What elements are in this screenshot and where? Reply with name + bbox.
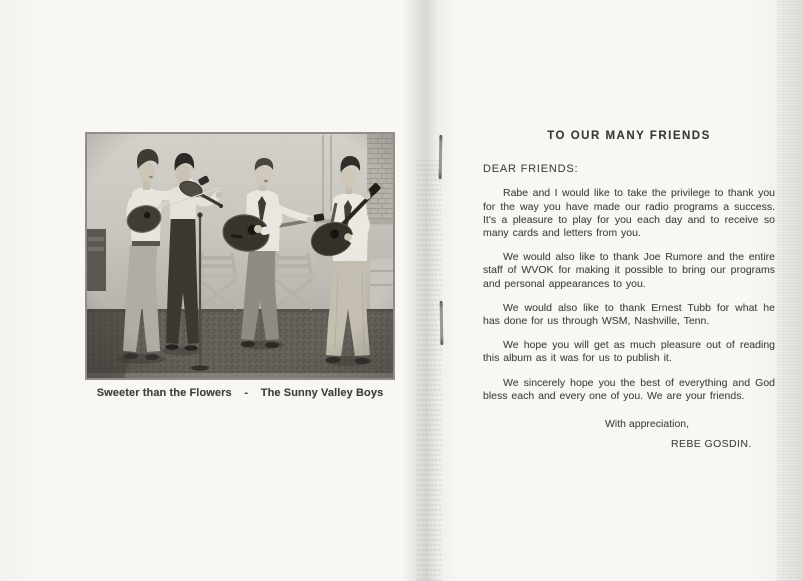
band-photo-illustration <box>86 133 394 379</box>
scan-edge-grain <box>777 0 803 581</box>
letter-paragraph: We hope you will get as much pleasure out of reading this album as it was for us to publish it. <box>483 339 775 365</box>
letter-title: TO OUR MANY FRIENDS <box>547 130 711 142</box>
photo-grain <box>86 133 394 379</box>
letter-paragraph: We would also like to thank Ernest Tubb for what he has done for us through WSM, Nashville, Tenn. <box>483 301 775 328</box>
right-page-letter <box>483 130 775 451</box>
letter-salutation: DEAR FRIENDS: <box>483 163 579 176</box>
letter-paragraph: We would also like to thank Joe Rumore and the entire staff of WVOK for making it possible to bring our programs and personal appearances to you. <box>483 251 775 290</box>
letter-paragraph: We sincerely hope you the best of everything and God bless each and every one of you. We are your friends. <box>483 376 775 402</box>
photo-caption: Sweeter than the Flowers - The Sunny Valley Boys <box>96 387 384 399</box>
gutter-texture <box>416 160 442 581</box>
band-photograph <box>86 133 394 379</box>
letter-paragraph: Rabe and I would like to take the privilege to thank you for the way you have made our radio programs a success. It's a pleasure to play for you each day and to receive so many cards and letters from you. <box>483 187 775 240</box>
letter-closing: With appreciation, <box>605 418 690 431</box>
letter-signature: REBE GOSDIN. <box>671 438 752 451</box>
